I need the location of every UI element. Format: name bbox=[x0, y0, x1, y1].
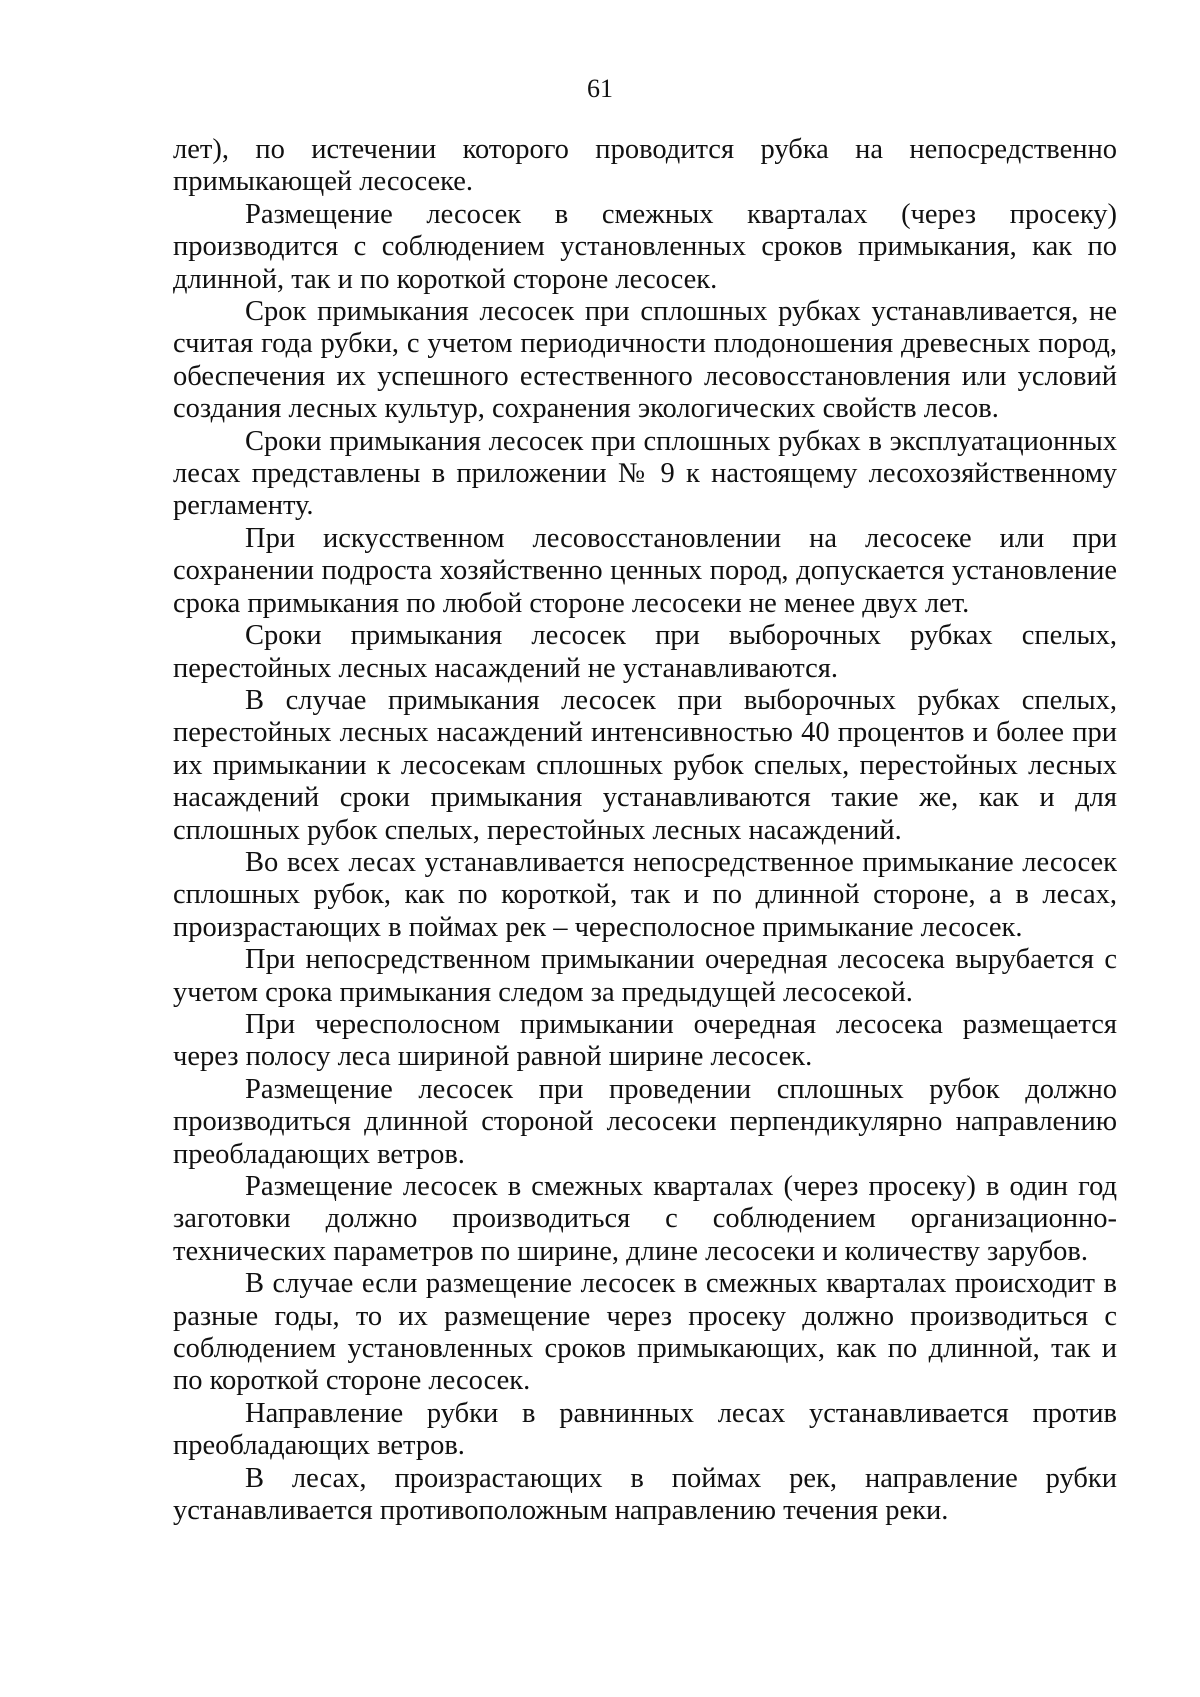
document-body bbox=[173, 134, 1117, 1527]
paragraph: Сроки примыкания лесосек при сплошных рубках в эксплуатационных лесах представлены в приложении № 9 к настоящему лесохозяйственному регламенту. bbox=[173, 425, 1117, 522]
paragraph: В лесах, произрастающих в поймах рек, направление рубки устанавливается противоположным направлению течения реки. bbox=[173, 1462, 1117, 1527]
paragraph: При непосредственном примыкании очередная лесосека вырубается с учетом срока примыкания следом за предыдущей лесосекой. bbox=[173, 944, 1117, 1008]
paragraph: Размещение лесосек в смежных кварталах (через просеку) в один год заготовки должно производиться с соблюдением организационно-технических параметров по ширине, длине лесосеки и количеству зарубов. bbox=[173, 1171, 1117, 1267]
paragraph: Срок примыкания лесосек при сплошных рубках устанавливается, не считая года рубки, с учетом периодичности плодоношения древесных пород, обеспечения их успешного естественного лесовосстановления или условий создания лесных культур, сохранения экологических свойств лесов. bbox=[173, 296, 1117, 425]
page-number: 61 bbox=[587, 74, 613, 103]
paragraph: При чересполосном примыкании очередная лесосека размещается через полосу леса шириной равной ширине лесосек. bbox=[173, 1008, 1117, 1073]
paragraph-continuation: лет), по истечении которого проводится рубка на непосредственно примыкающей лесосеке. bbox=[173, 134, 1117, 198]
paragraph: Во всех лесах устанавливается непосредственное примыкание лесосек сплошных рубок, как по короткой, так и по длинной стороне, а в лесах, произрастающих в поймах рек – чересполосное примыкание лесосек. bbox=[173, 846, 1117, 943]
paragraph: Направление рубки в равнинных лесах устанавливается против преобладающих ветров. bbox=[173, 1397, 1117, 1462]
paragraph: При искусственном лесовосстановлении на лесосеке или при сохранении подроста хозяйственно ценных пород, допускается установление срока примыкания по любой стороне лесосеки не менее двух лет. bbox=[173, 522, 1117, 619]
paragraph: Размещение лесосек при проведении сплошных рубок должно производиться длинной стороной лесосеки перпендикулярно направлению преобладающих ветров. bbox=[173, 1073, 1117, 1170]
paragraph: Размещение лесосек в смежных кварталах (через просеку) производится с соблюдением установленных сроков примыкания, как по длинной, так и по короткой стороне лесосек. bbox=[173, 198, 1117, 295]
paragraph: В случае примыкания лесосек при выборочных рубках спелых, перестойных лесных насаждений интенсивностью 40 процентов и более при их примыкании к лесосекам сплошных рубок спелых, перестойных лесных насаждений сроки примыкания устанавливаются такие же, как и для сплошных рубок спелых, перестойных лесных насаждений. bbox=[173, 684, 1117, 846]
paragraph: В случае если размещение лесосек в смежных кварталах происходит в разные годы, то их размещение через просеку должно производиться с соблюдением установленных сроков примыкающих, как по длинной, так и по короткой стороне лесосек. bbox=[173, 1268, 1117, 1397]
paragraph: Сроки примыкания лесосек при выборочных рубках спелых, перестойных лесных насаждений не устанавливаются. bbox=[173, 620, 1117, 684]
